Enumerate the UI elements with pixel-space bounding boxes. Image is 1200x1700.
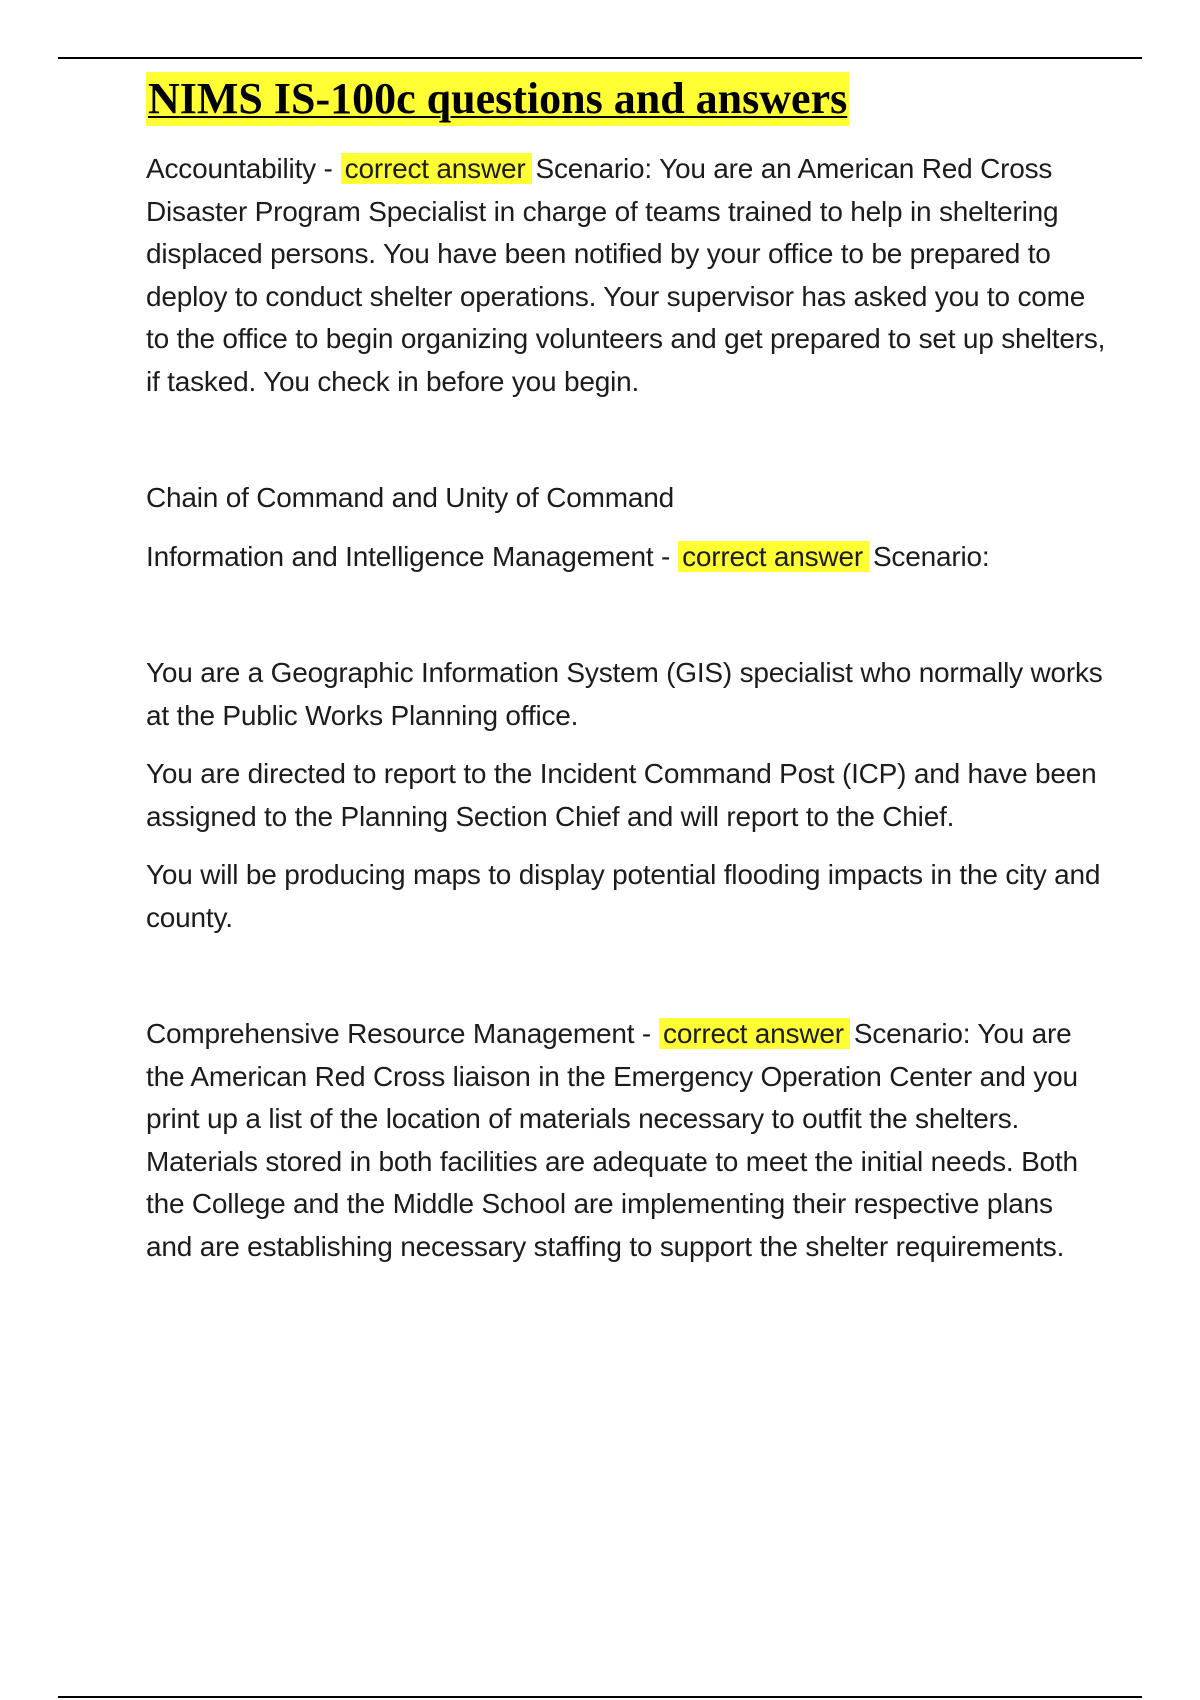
entry-term: Comprehensive Resource Management - bbox=[146, 1018, 652, 1049]
top-rule bbox=[58, 57, 1142, 59]
entry-text: Scenario: bbox=[872, 540, 990, 572]
correct-answer-highlight: correct answer bbox=[678, 541, 869, 572]
qa-entry-resource-management bbox=[146, 1013, 1106, 1268]
qa-entry-information-management bbox=[146, 536, 1106, 579]
document-title: NIMS IS-100c questions and answers bbox=[146, 72, 849, 126]
entry-text: Scenario: You are an American Red Cross Disaster Program Specialist in charge of teams trained to help in sheltering displaced persons. You have been notified by your office to be prepared to deploy to conduct shelter operations. Your supervisor has asked you to come to the office to begin organizing volunteers and get prepared to set up shelters, if tasked. You check in before you begin. bbox=[146, 153, 1106, 397]
entry-text: Scenario: You are the American Red Cross liaison in the Emergency Operation Center and you print up a list of the location of materials necessary to outfit the shelters. Materials stored in both facilities are adequate to meet the initial needs. Both the College and the Middle School are implementing their respective plans and are establishing necessary staffing to support the shelter requirements. bbox=[146, 1018, 1078, 1262]
qa-entry-accountability bbox=[146, 148, 1106, 403]
entry-term: Accountability - bbox=[146, 153, 333, 184]
document-page bbox=[146, 72, 1106, 1268]
entry-term: Information and Intelligence Management - bbox=[146, 540, 671, 572]
scenario-paragraph-icp: You are directed to report to the Incident Command Post (ICP) and have been assigned to the Planning Section Chief and will report to the Chief. bbox=[146, 758, 1097, 832]
correct-answer-highlight: correct answer bbox=[341, 153, 532, 184]
scenario-paragraph-maps: You will be producing maps to display potential flooding impacts in the city and county. bbox=[146, 859, 1101, 933]
bottom-rule bbox=[58, 1696, 1142, 1698]
correct-answer-highlight: correct answer bbox=[659, 1018, 850, 1049]
scenario-paragraph-gis: You are a Geographic Information System (GIS) specialist who normally works at the Public Works Planning office. bbox=[146, 657, 1103, 731]
answer-chain-of-command: Chain of Command and Unity of Command bbox=[146, 482, 674, 513]
